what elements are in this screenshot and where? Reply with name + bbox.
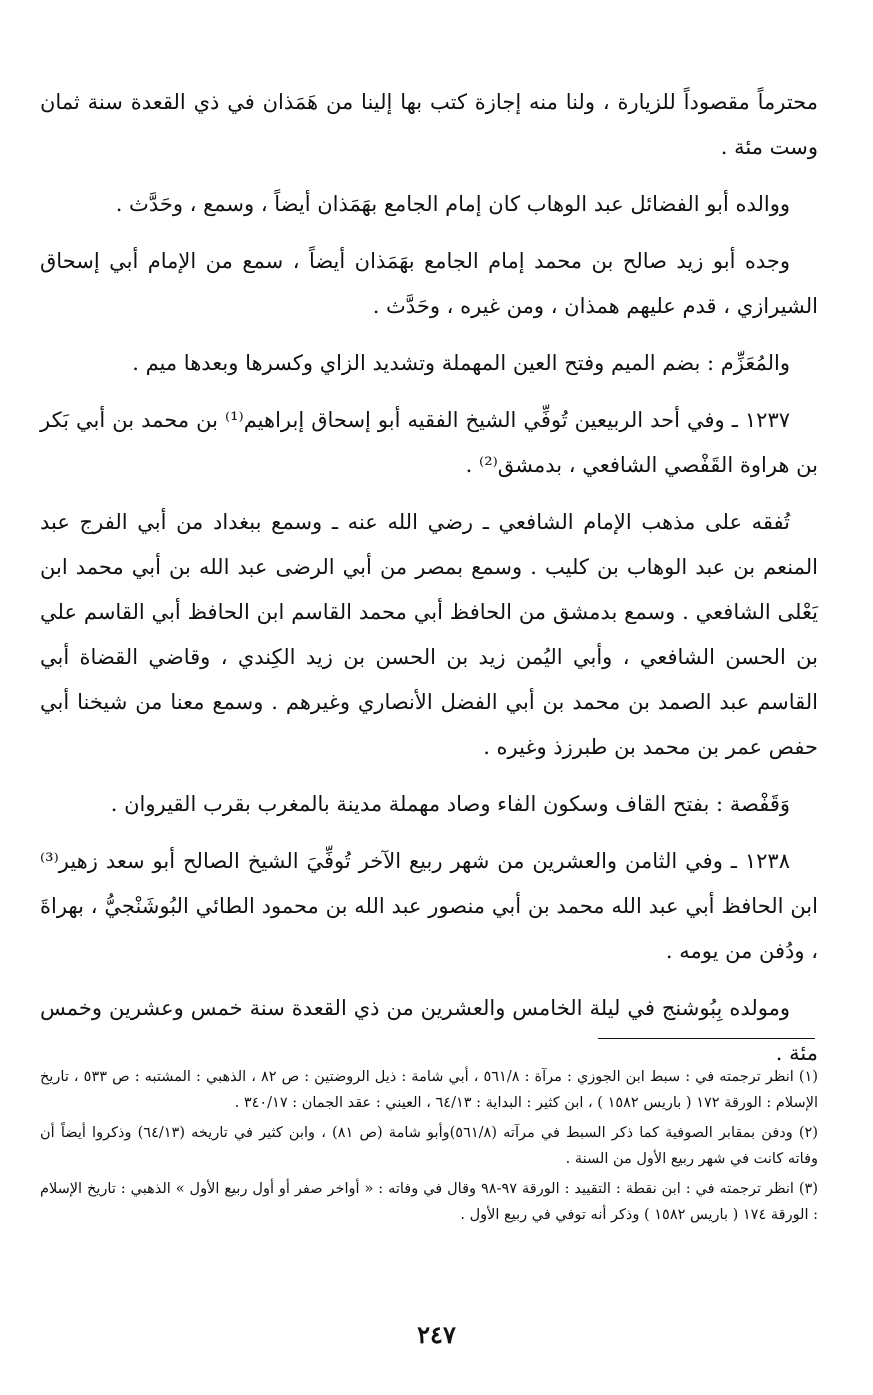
paragraph: وجده أبو زيد صالح بن محمد إمام الجامع بهَمَذان أيضاً ، سمع من الإمام أبي إسحاق الشيرازي ، قدم عليهم همذان ، ومن غيره ، وحَدَّث . (40, 249, 818, 318)
page-number: ٢٤٧ (417, 1320, 456, 1349)
paragraph: تُفقه على مذهب الإمام الشافعي ـ رضي الله عنه ـ وسمع ببغداد من أبي الفرج عبد المنعم بن عبد الوهاب بن كليب . وسمع بمصر من أبي الرضى عبد الله بن أبي محمد ابن يَعْلى الشافعي . وسمع بدمشق من الحافظ أبي محمد القاسم ابن الحافظ أبي القاسم علي بن الحسن الشافعي ، وأبي اليُمن زيد بن الحسن بن زيد الكِندي ، وقاضي القضاة أبي القاسم عبد الصمد بن محمد بن أبي الفضل الأنصاري وغيرهم . وسمع معنا من شيخنا أبي حفص عمر بن محمد بن طبرزذ وغيره . (40, 510, 818, 759)
paragraph: ومولده بِبُوشنج في ليلة الخامس والعشرين من ذي القعدة سنة خمس وعشرين وخمس مئة . (40, 996, 818, 1065)
footnote: (١) انظر ترجمته في : سبط ابن الجوزي : مرآة : ٥٦١/٨ ، أبي شامة : ذيل الروضتين : ص ٨٢ ، الذهبي : المشتبه : ص ٥٣٣ ، تاريخ الإسلام : الورقة ١٧٢ ( باريس ١٥٨٢ ) ، ابن كثير : البداية : ٦٤/١٣ ، العيني : عقد الجمان : ٣٤٠/١٧ . (40, 1069, 819, 1111)
paragraph: وَقَفْصة : بفتح القاف وسكون الفاء وصاد مهملة مدينة بالمغرب بقرب القيروان . (110, 792, 790, 816)
footnotes (40, 1064, 818, 1232)
footnote: (٢) ودفن بمقابر الصوفية كما ذكر السبط في مرآته (٥٦١/٨)وأبو شامة (ص ٨١) ، وابن كثير في تاريخه (٦٤/١٣) وذكروا أيضاً أن وفاته كانت في شهر ربيع الأول من السنة . (40, 1125, 818, 1167)
paragraph: ووالده أبو الفضائل عبد الوهاب كان إمام الجامع بهَمَذان أيضاً ، وسمع ، وحَدَّث . (115, 192, 790, 216)
footnote: (٣) انظر ترجمته في : ابن نقطة : التقييد : الورقة ٩٧-٩٨ وقال في وفاته : « أواخر صفر أو أول ربيع الأول » الذهبي : تاريخ الإسلام : الورقة ١٧٤ ( باريس ١٥٨٢ ) وذكر أنه توفي في ربيع الأول . (40, 1181, 819, 1223)
entry-paragraph: ١٢٣٨ ـ وفي الثامن والعشرين من شهر ربيع الآخر تُوفِّيَ الشيخ الصالح أبو سعد زهير⁽³⁾ ابن الحافظ أبي عبد الله محمد بن أبي منصور عبد الله بن محمود الطائي البُوشَنْجيُّ ، بهراةَ ، ودُفن من يومه . (40, 849, 818, 963)
paragraph: محترماً مقصوداً للزيارة ، ولنا منه إجازة كتب بها إلينا من هَمَذان في ذي القعدة سنة ثمان وست مئة . (40, 90, 818, 159)
footnote-divider (598, 1038, 815, 1039)
main-text (40, 80, 818, 1088)
entry-paragraph: ١٢٣٧ ـ وفي أحد الربيعين تُوفِّي الشيخ الفقيه أبو إسحاق إبراهيم⁽¹⁾ بن محمد بن أبي بَكر بن هراوة القَفْصي الشافعي ، بدمشق⁽²⁾ . (40, 408, 818, 477)
paragraph: والمُعَزِّم : بضم الميم وفتح العين المهملة وتشديد الزاي وكسرها وبعدها ميم . (132, 351, 790, 375)
